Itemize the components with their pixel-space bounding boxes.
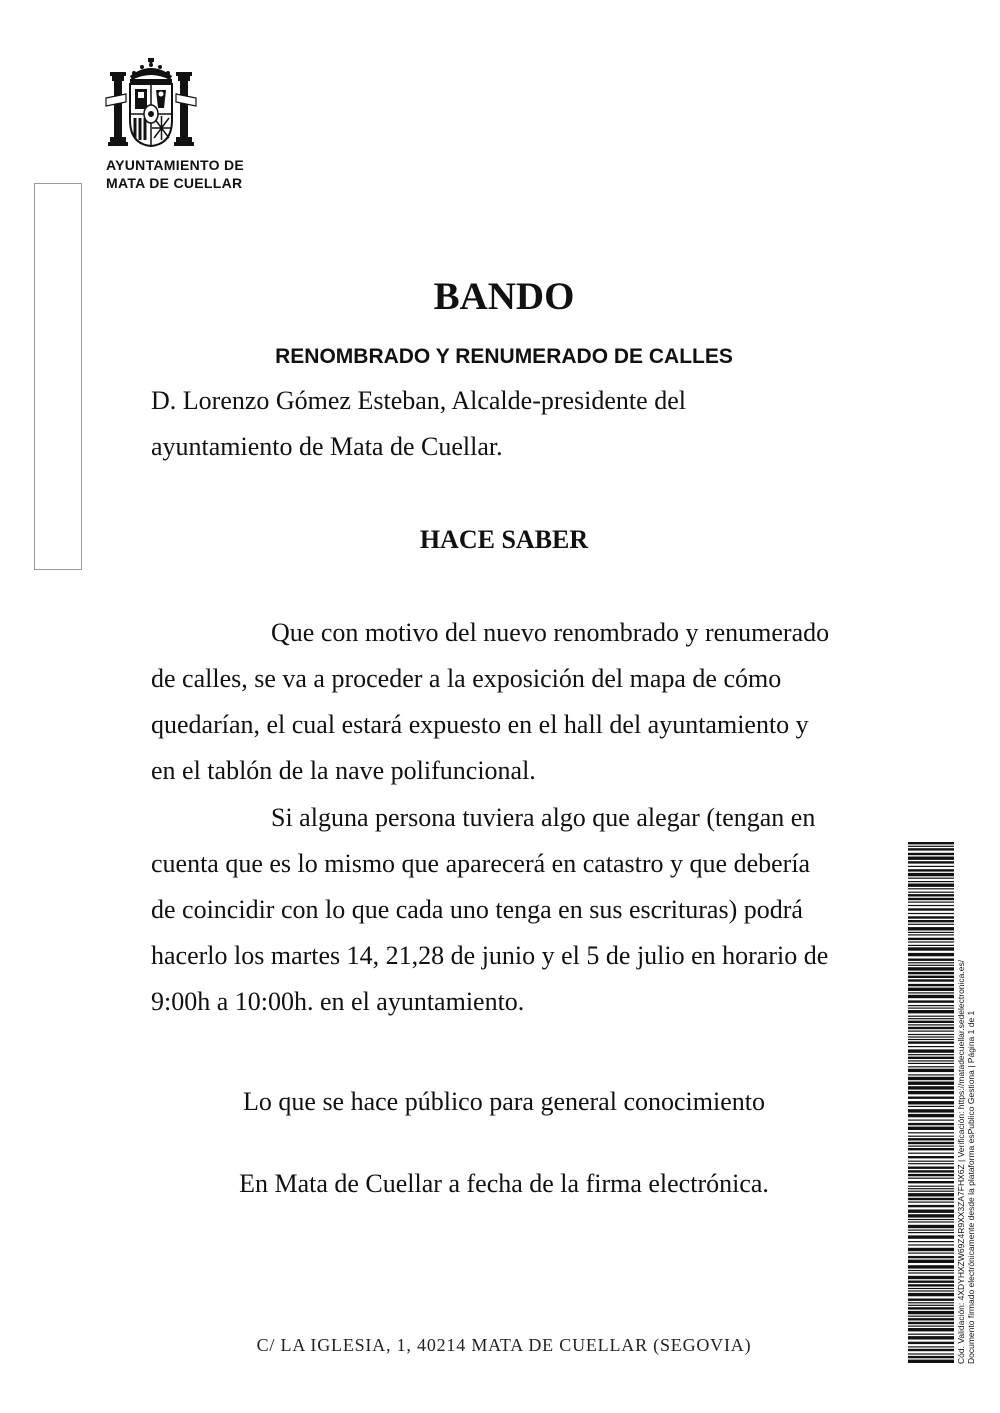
barcode-bar xyxy=(908,1349,954,1351)
barcode-bar xyxy=(908,1148,954,1150)
barcode-bar xyxy=(908,924,954,925)
barcode-bar xyxy=(908,1024,954,1025)
barcode-bar xyxy=(908,1272,954,1273)
barcode-bar xyxy=(908,1066,954,1067)
barcode-bar xyxy=(908,953,954,956)
signature-line: En Mata de Cuellar a fecha de la firma electrónica. xyxy=(239,1169,769,1198)
registry-stamp-box xyxy=(34,183,82,570)
barcode-bar xyxy=(908,881,954,882)
closing-line: Lo que se hace público para general conocimiento xyxy=(243,1087,765,1116)
barcode-bar xyxy=(908,869,954,871)
barcode-bar xyxy=(908,1225,954,1228)
barcode-bar xyxy=(908,1031,954,1032)
barcode-bar xyxy=(908,1342,954,1344)
barcode-bar xyxy=(908,1142,954,1144)
barcode-bar xyxy=(908,1181,954,1183)
paragraph-line: 9:00h a 10:00h. en el ayuntamiento. xyxy=(151,987,525,1016)
barcode-bar xyxy=(908,1120,954,1121)
barcode-bar xyxy=(908,1198,954,1200)
barcode-bar xyxy=(908,1156,954,1158)
barcode-bar xyxy=(908,1021,954,1023)
barcode-bar xyxy=(908,988,954,991)
barcode-bar xyxy=(908,920,954,922)
barcode-bar xyxy=(908,995,954,998)
paragraph-line: quedarían, el cual estará expuesto en el hall del ayuntamiento y xyxy=(151,710,809,739)
barcode-bar xyxy=(908,888,954,889)
barcode-bar xyxy=(908,1318,954,1320)
barcode-bar xyxy=(908,1153,954,1154)
barcode-bar xyxy=(908,1276,954,1279)
barcode-bar xyxy=(908,1161,954,1162)
barcode-bar xyxy=(908,866,954,867)
barcode-bar xyxy=(908,1326,954,1327)
barcode-bar xyxy=(908,1186,954,1187)
barcode-bar xyxy=(908,1322,954,1324)
barcode-bar xyxy=(908,1288,954,1289)
barcode-bar xyxy=(908,1346,954,1347)
barcode-icon xyxy=(908,842,954,1364)
barcode-bar xyxy=(908,1299,954,1301)
barcode-bar xyxy=(908,965,954,966)
barcode-bar xyxy=(908,1018,954,1019)
barcode-bar xyxy=(908,1057,954,1059)
barcode-bar xyxy=(908,842,954,844)
barcode-bar xyxy=(908,1281,954,1283)
barcode-bar xyxy=(908,1127,954,1130)
barcode-bar xyxy=(908,1221,954,1222)
barcode-bar xyxy=(908,902,954,903)
barcode-bar xyxy=(908,962,954,963)
barcode-bar xyxy=(908,959,954,961)
barcode-bar xyxy=(908,1248,954,1251)
barcode-bar xyxy=(908,927,954,930)
barcode-bar xyxy=(908,1284,954,1286)
barcode-bar xyxy=(908,1328,954,1331)
barcode-bar xyxy=(908,853,954,855)
barcode-bar xyxy=(908,1063,954,1064)
barcode-bar xyxy=(908,1188,954,1189)
barcode-bar xyxy=(908,984,954,986)
barcode-bar xyxy=(908,1311,954,1314)
barcode-bar xyxy=(908,1230,954,1231)
barcode-bar xyxy=(908,848,954,850)
barcode-bar xyxy=(908,1174,954,1176)
document-subtitle: RENOMBRADO Y RENUMERADO DE CALLES xyxy=(275,345,733,368)
barcode-bar xyxy=(908,1132,954,1133)
barcode-bar xyxy=(908,1091,954,1094)
barcode-bar xyxy=(908,1163,954,1164)
barcode-bar xyxy=(908,992,954,993)
barcode-bar xyxy=(908,1334,954,1335)
barcode-bar xyxy=(908,1265,954,1268)
barcode-bar xyxy=(908,1041,954,1043)
barcode-bar xyxy=(908,1086,954,1089)
barcode-bar xyxy=(908,976,954,978)
barcode-bar xyxy=(908,1046,954,1047)
barcode-bar xyxy=(908,1138,954,1140)
verification-code-text: Cód. Validación: 4XDYHXZW69Z4R9XX3ZA7FHX6Z | Verificación: https://matadecuellar.sedelectronica.es/ xyxy=(956,959,966,1364)
paragraph-line: hacerlo los martes 14, 21,28 de junio y el 5 de julio en horario de xyxy=(151,941,829,970)
barcode-bar xyxy=(908,1356,954,1358)
barcode-bar xyxy=(908,1123,954,1125)
barcode-bar xyxy=(908,1219,954,1220)
barcode-bar xyxy=(908,1178,954,1179)
barcode-bar xyxy=(908,1191,954,1192)
barcode-bar xyxy=(908,1353,954,1354)
barcode-bar xyxy=(908,1069,954,1072)
barcode-bar xyxy=(908,1302,954,1303)
barcode-bar xyxy=(908,1016,954,1017)
barcode-bar xyxy=(908,846,954,847)
intro-paragraph xyxy=(151,378,871,470)
barcode-bar xyxy=(908,967,954,970)
barcode-bar xyxy=(908,1054,954,1055)
barcode-bar xyxy=(908,1253,954,1254)
paragraph-line: Si alguna persona tuviera algo que alegar (tengan en xyxy=(271,803,816,832)
municipality-line-1: AYUNTAMIENTO DE xyxy=(106,157,245,173)
paragraph-line: de calles, se va a proceder a la exposición del mapa de cómo xyxy=(151,664,782,693)
barcode-bar xyxy=(908,1360,954,1363)
barcode-bar xyxy=(908,972,954,974)
paragraph-line: Que con motivo del nuevo renombrado y renumerado xyxy=(271,618,830,647)
document-title: BANDO xyxy=(433,275,575,318)
barcode-bar xyxy=(908,1109,954,1112)
barcode-bar xyxy=(908,861,954,863)
barcode-bar xyxy=(908,1101,954,1104)
barcode-bar xyxy=(908,1036,954,1037)
barcode-bar xyxy=(908,1027,954,1029)
barcode-bar xyxy=(908,1256,954,1258)
barcode-bar xyxy=(908,1260,954,1263)
barcode-bar xyxy=(908,1210,954,1213)
barcode-bar xyxy=(908,905,954,906)
barcode-bar xyxy=(908,1290,954,1291)
footer-address: C/ LA IGLESIA, 1, 40214 MATA DE CUELLAR (SEGOVIA) xyxy=(256,1335,752,1355)
barcode-bar xyxy=(908,1193,954,1196)
barcode-bar xyxy=(908,916,954,918)
barcode-bar xyxy=(908,1010,954,1013)
barcode-bar xyxy=(908,1034,954,1035)
verification-platform-text: Documento firmado electrónicamente desde la plataforma esPublico Gestiona | Página 1 de 1 xyxy=(966,1010,976,1364)
barcode-bar xyxy=(908,1214,954,1217)
barcode-bar xyxy=(908,1202,954,1203)
barcode-bar xyxy=(908,898,954,900)
barcode-bar xyxy=(908,1106,954,1107)
spain-coat-of-arms-icon xyxy=(104,58,198,150)
barcode-bar xyxy=(908,892,954,893)
intro-line: D. Lorenzo Gómez Esteban, Alcalde-presidente del xyxy=(151,386,686,415)
barcode-bar xyxy=(908,1232,954,1233)
barcode-bar xyxy=(908,941,954,942)
barcode-bar xyxy=(908,1316,954,1317)
barcode-bar xyxy=(908,1235,954,1238)
barcode-bar xyxy=(908,1077,954,1080)
paragraph-line: de coincidir con lo que cada uno tenga en sus escrituras) podrá xyxy=(151,895,803,924)
barcode-bar xyxy=(908,938,954,940)
municipality-name xyxy=(106,156,244,192)
barcode-bar xyxy=(908,878,954,879)
barcode-bar xyxy=(908,1167,954,1169)
barcode-bar xyxy=(908,1114,954,1117)
barcode-bar xyxy=(908,894,954,896)
paragraph-line: cuenta que es lo mismo que aparecerá en catastro y que debería xyxy=(151,849,811,878)
barcode-bar xyxy=(908,1170,954,1172)
barcode-bar xyxy=(908,1146,954,1147)
barcode-bar xyxy=(908,932,954,933)
paragraph-1 xyxy=(151,610,871,794)
barcode-bar xyxy=(908,1336,954,1339)
barcode-bar xyxy=(908,884,954,887)
barcode-bar xyxy=(908,913,954,914)
barcode-bar xyxy=(908,947,954,950)
barcode-bar xyxy=(908,1049,954,1052)
barcode-bar xyxy=(908,1293,954,1296)
barcode-bar xyxy=(908,1008,954,1009)
hace-saber-heading: HACE SABER xyxy=(419,525,589,554)
barcode-bar xyxy=(908,979,954,981)
barcode-bar xyxy=(908,1241,954,1242)
barcode-bar xyxy=(908,1082,954,1085)
barcode-bar xyxy=(908,1270,954,1271)
barcode-bar xyxy=(908,1000,954,1002)
barcode-bar xyxy=(908,1136,954,1137)
barcode-bar xyxy=(908,1060,954,1061)
barcode-bar xyxy=(908,1005,954,1006)
barcode-bar xyxy=(908,1205,954,1207)
barcode-bar xyxy=(908,934,954,935)
barcode-bar xyxy=(908,857,954,860)
barcode-bar xyxy=(908,1097,954,1099)
barcode-bar xyxy=(908,1307,954,1309)
barcode-bar xyxy=(908,945,954,946)
barcode-bar xyxy=(908,1039,954,1040)
barcode-bar xyxy=(908,873,954,876)
intro-line: ayuntamiento de Mata de Cuellar. xyxy=(151,432,503,461)
paragraph-line: en el tablón de la nave polifuncional. xyxy=(151,756,536,785)
barcode-bar xyxy=(908,1244,954,1245)
municipality-line-2: MATA DE CUELLAR xyxy=(106,175,243,191)
barcode-bar xyxy=(908,908,954,910)
barcode-bar xyxy=(908,1305,954,1306)
barcode-bar xyxy=(908,1074,954,1075)
paragraph-2 xyxy=(151,795,871,1025)
